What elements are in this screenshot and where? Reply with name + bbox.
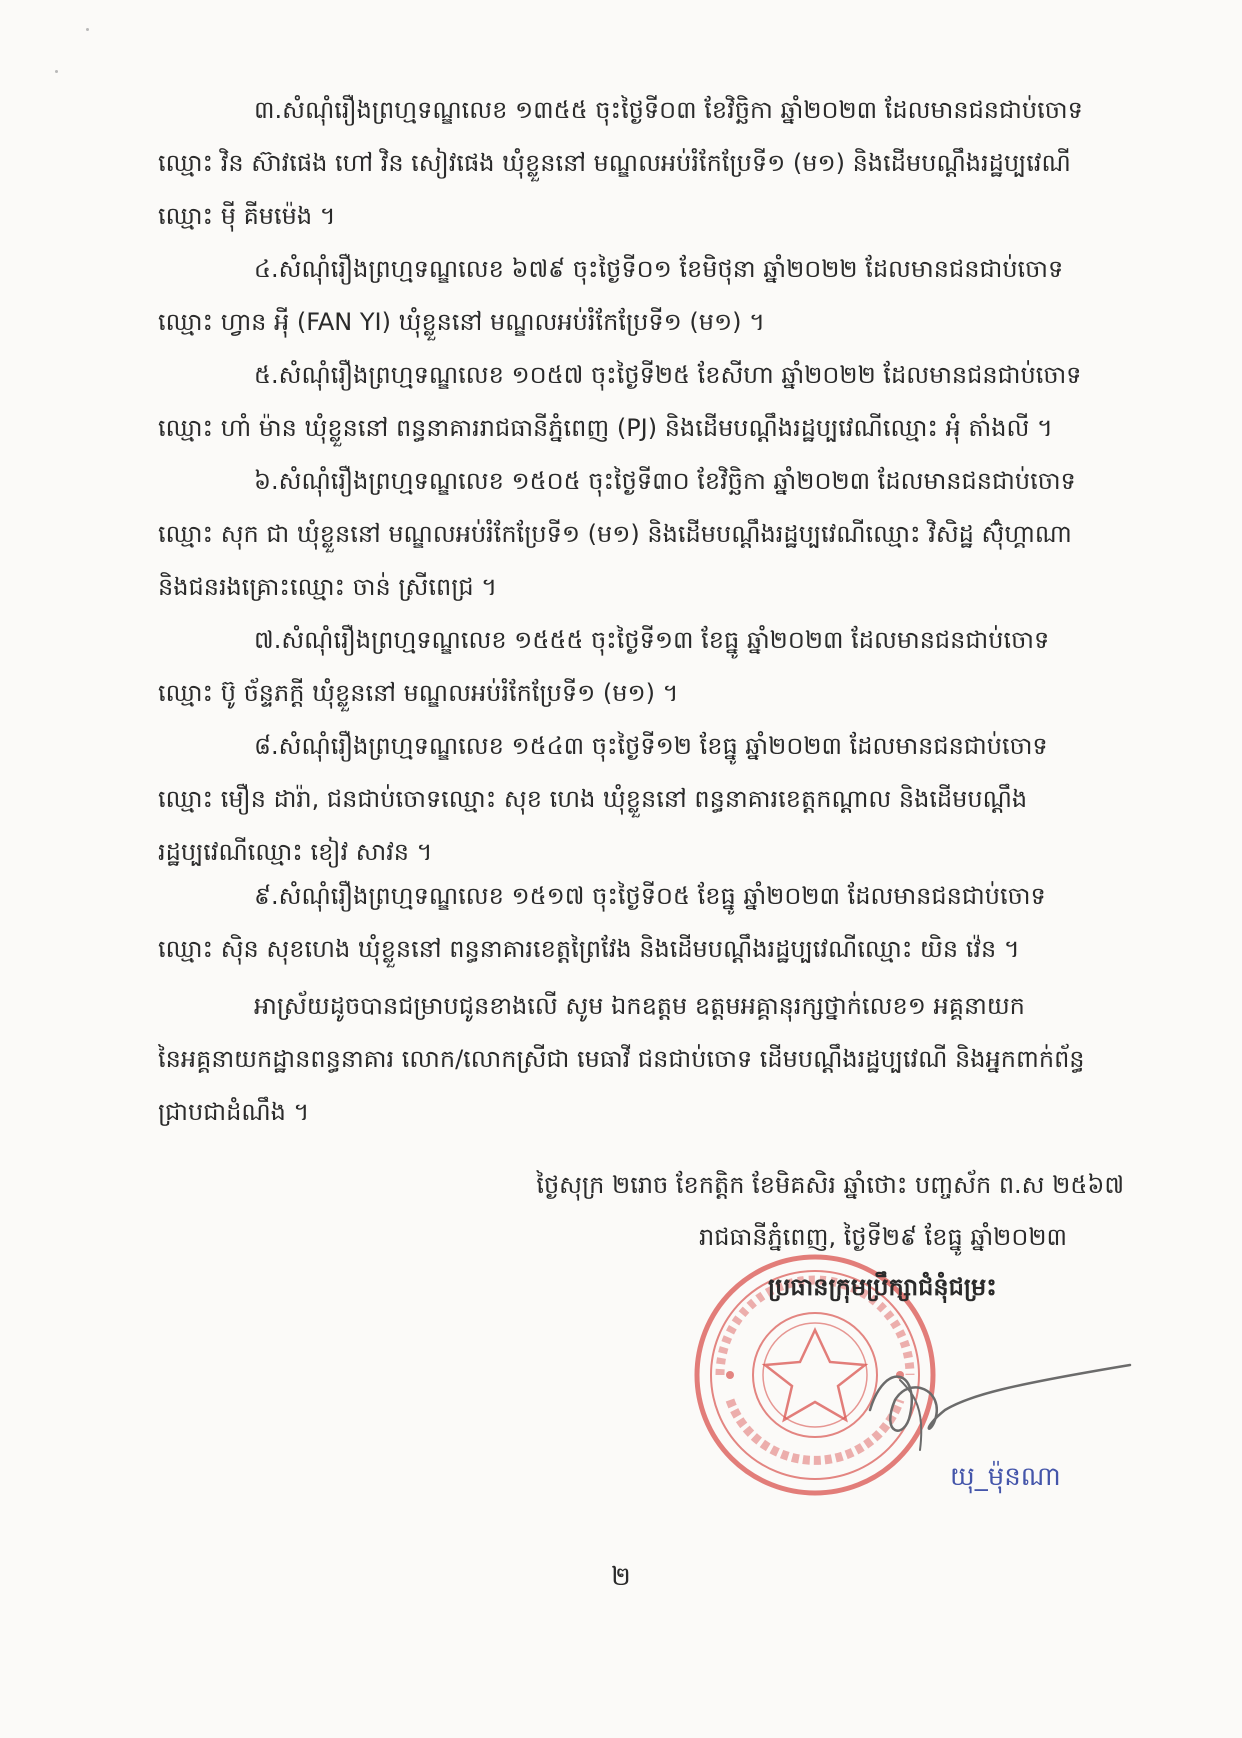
- case-item-6: [158, 455, 1143, 614]
- case-line: ៩.សំណុំរឿងព្រហ្មទណ្ឌលេខ ១៥១៧ ចុះថ្ងៃទី០៥ ខែធ្នូ ឆ្នាំ២០២៣ ដែលមានជនជាប់ចោទ: [254, 882, 1046, 910]
- closing-line: ជ្រាបជាដំណឹង ។: [158, 1098, 310, 1126]
- case-line: ឈ្មោះ វិន ស៊ាវផេង ហៅ វិន សៀវផេង ឃុំខ្លួននៅ មណ្ឌលអប់រំកែប្រែទី១ (ម១) និងដើមបណ្ដឹងរដ្ឋប្បវេណី: [158, 149, 1071, 177]
- signer-name: យុ_ម៉ុនណា: [950, 1462, 1061, 1492]
- case-item-4: [158, 243, 1143, 349]
- case-line: ឈ្មោះ ហាំ ម៉ាន ឃុំខ្លួននៅ ពន្ធនាគាររាជធានីភ្នំពេញ (PJ) និងដើមបណ្ដឹងរដ្ឋប្បវេណីឈ្មោះ អុំ តាំងលី ។: [158, 414, 1053, 442]
- case-line: ឈ្មោះ ម៉ី គីមម៉េង ។: [158, 202, 336, 230]
- signature-icon: [850, 1340, 1140, 1460]
- page-number: ២: [611, 1562, 631, 1592]
- signatory-title: ប្រធានក្រុមប្រឹក្សាជំនុំជម្រះ: [768, 1273, 997, 1301]
- case-item-9: [158, 870, 1143, 976]
- case-line: ៧.សំណុំរឿងព្រហ្មទណ្ឌលេខ ១៥៥៥ ចុះថ្ងៃទី១៣ ខែធ្នូ ឆ្នាំ២០២៣ ដែលមានជនជាប់ចោទ: [254, 626, 1050, 654]
- case-line: និងជនរងគ្រោះឈ្មោះ ចាន់ ស្រីពេជ្រ ។: [158, 573, 498, 601]
- case-line: ៤.សំណុំរឿងព្រហ្មទណ្ឌលេខ ៦៧៩ ចុះថ្ងៃទី០១ ខែមិថុនា ឆ្នាំ២០២២ ដែលមានជនជាប់ចោទ: [254, 255, 1064, 283]
- case-item-3: [158, 84, 1143, 243]
- place-date: រាជធានីភ្នំពេញ, ថ្ងៃទី២៩ ខែធ្នូ ឆ្នាំ២០២៣: [698, 1223, 1067, 1251]
- case-line: ឈ្មោះ សុក ជា ឃុំខ្លួននៅ មណ្ឌលអប់រំកែប្រែទី១ (ម១) និងដើមបណ្ដឹងរដ្ឋប្បវេណីឈ្មោះ វិសិដ្ឋ ស៊ុំហ្គាណា: [158, 520, 1072, 548]
- lunar-date: ថ្ងៃសុក្រ ២រោច ខែកត្តិក ខែមិគសិរ ឆ្នាំថោះ បញ្ចស័ក ព.ស ២៥៦៧: [536, 1171, 1124, 1199]
- case-line: ៦.សំណុំរឿងព្រហ្មទណ្ឌលេខ ១៥០៥ ចុះថ្ងៃទី៣០ ខែវិច្ឆិកា ឆ្នាំ២០២៣ ដែលមានជនជាប់ចោទ: [254, 467, 1076, 495]
- case-item-5: [158, 349, 1143, 455]
- closing-paragraph: [158, 980, 1143, 1139]
- paper-speck: [86, 28, 89, 31]
- case-line: ឈ្មោះ ប៊ូ ច័ន្ទភក្ដី ឃុំខ្លួននៅ មណ្ឌលអប់រំកែប្រែទី១ (ម១) ។: [158, 679, 679, 707]
- case-item-8: [158, 720, 1143, 879]
- case-item-7: [158, 614, 1143, 720]
- case-line: ឈ្មោះ ស៊ិន សុខហេង ឃុំខ្លួននៅ ពន្ធនាគារខេត្តព្រៃវែង និងដើមបណ្ដឹងរដ្ឋប្បវេណីឈ្មោះ យិន វ៉េន ។: [158, 935, 1020, 963]
- case-line: ឈ្មោះ មឿន ដារ៉ា, ជនជាប់ចោទឈ្មោះ សុខ ហេង ឃុំខ្លួននៅ ពន្ធនាគារខេត្តកណ្ដាល និងដើមបណ្ដឹង: [158, 785, 1028, 813]
- case-line: ៥.សំណុំរឿងព្រហ្មទណ្ឌលេខ ១០៥៧ ចុះថ្ងៃទី២៥ ខែសីហា ឆ្នាំ២០២២ ដែលមានជនជាប់ចោទ: [254, 361, 1082, 389]
- case-line: រដ្ឋប្បវេណីឈ្មោះ ខៀវ សាវន ។: [158, 838, 433, 866]
- closing-line: អាស្រ័យដូចបានជម្រាបជូនខាងលើ សូម ឯកឧត្ដម ឧត្ដមអគ្គានុរក្សថ្នាក់លេខ១ អគ្គនាយក: [254, 992, 1025, 1020]
- paper-speck: [55, 70, 58, 73]
- case-line: ៨.សំណុំរឿងព្រហ្មទណ្ឌលេខ ១៥៤៣ ចុះថ្ងៃទី១២ ខែធ្នូ ឆ្នាំ២០២៣ ដែលមានជនជាប់ចោទ: [254, 732, 1048, 760]
- closing-line: នៃអគ្គនាយកដ្ឋានពន្ធនាគារ លោក/លោកស្រីជា មេធាវី ជនជាប់ចោទ ដើមបណ្ដឹងរដ្ឋប្បវេណី និងអ្នកពាក់ព័ន្ធ: [158, 1045, 1085, 1073]
- case-line: ឈ្មោះ ហ្វាន អុី (FAN YI) ឃុំខ្លួននៅ មណ្ឌលអប់រំកែប្រែទី១ (ម១) ។: [158, 308, 765, 336]
- case-line: ៣.សំណុំរឿងព្រហ្មទណ្ឌលេខ ១៣៥៥ ចុះថ្ងៃទី០៣ ខែវិច្ឆិកា ឆ្នាំ២០២៣ ដែលមានជនជាប់ចោទ: [254, 96, 1083, 124]
